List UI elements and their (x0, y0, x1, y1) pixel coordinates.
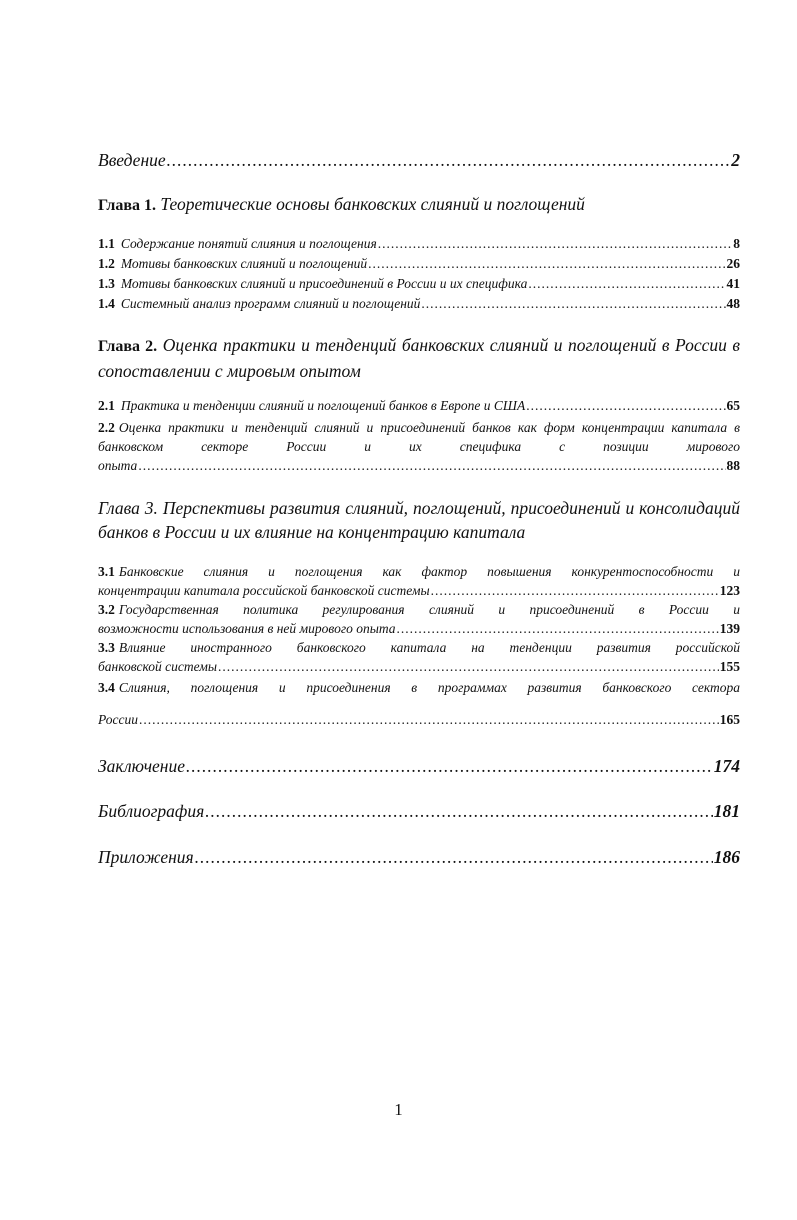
toc-leader-dots (167, 150, 731, 171)
toc-leader-dots (397, 619, 719, 638)
chapter3-heading (98, 496, 740, 544)
item-page: 8 (733, 236, 740, 251)
toc-leader-dots (218, 657, 719, 676)
toc-leader-dots (528, 276, 725, 292)
item-number: 1.4 (98, 296, 115, 311)
item-title-cont: России (98, 712, 138, 727)
item-number: 3.4 (98, 680, 115, 695)
item-title: Оценка практики и тенденций слияний и присоединений банков как форм концентрации капитала в банковском секторе России и их специфика с позиции мирового (98, 420, 740, 454)
toc-appendices-title: Приложения (98, 847, 194, 867)
item-page: 155 (719, 659, 740, 674)
page-number: 1 (394, 1100, 403, 1119)
item-number: 2.1 (98, 398, 115, 413)
toc-item-2-1[interactable] (98, 398, 740, 414)
item-page: 48 (726, 296, 740, 311)
chapter1-heading (98, 192, 740, 218)
item-page: 41 (726, 276, 740, 291)
item-number: 3.2 (98, 602, 115, 617)
item-page: 26 (726, 256, 740, 271)
chapter1-label: Глава 1. (98, 197, 156, 214)
item-number: 3.1 (98, 564, 115, 579)
toc-leader-dots (205, 801, 713, 822)
toc-bibliography[interactable] (98, 801, 740, 822)
toc-item-3-2[interactable] (98, 600, 740, 638)
toc-leader-dots (526, 398, 725, 414)
toc-leader-dots (138, 456, 725, 475)
toc-intro-page: 2 (731, 150, 740, 170)
toc-item-3-3[interactable] (98, 638, 740, 676)
toc-item-1-2[interactable] (98, 256, 740, 272)
item-title-cont: опыта (98, 458, 138, 473)
item-title: Мотивы банковских слияний и поглощений (120, 256, 368, 271)
toc-conclusion[interactable] (98, 756, 740, 777)
toc-bibliography-page: 181 (713, 801, 740, 821)
toc-item-1-4[interactable] (98, 296, 740, 312)
toc-intro[interactable] (98, 150, 740, 171)
toc-leader-dots (195, 847, 713, 868)
toc-item-2-2[interactable] (98, 418, 740, 475)
item-page: 123 (719, 583, 740, 598)
item-page: 165 (719, 712, 740, 727)
item-title: Государственная политика регулирования слияний и присоединений в России и (118, 602, 740, 617)
chapter2-heading (98, 333, 740, 383)
item-number: 1.3 (98, 276, 115, 291)
item-page: 88 (726, 458, 740, 473)
item-title: Влияние иностранного банковского капитала на тенденции развития российской (118, 640, 740, 655)
toc-appendices[interactable] (98, 847, 740, 868)
toc-leader-dots (186, 756, 713, 777)
item-number: 1.2 (98, 256, 115, 271)
item-page: 65 (726, 398, 740, 413)
toc-item-1-3[interactable] (98, 276, 740, 292)
item-title-cont: банковской системы (98, 659, 218, 674)
chapter2-label: Глава 2. (98, 338, 158, 355)
toc-item-3-4[interactable] (98, 678, 740, 729)
item-number: 1.1 (98, 236, 115, 251)
toc-intro-title: Введение (98, 150, 166, 170)
item-page: 139 (719, 621, 740, 636)
chapter2-title: Оценка практики и тенденций банковских слияний и поглощений в России в сопоставлении с мировым опытом (98, 335, 741, 381)
toc-item-3-1[interactable] (98, 562, 740, 600)
item-title: Практика и тенденции слияний и поглощений банков в Европе и США (120, 398, 526, 413)
toc-conclusion-page: 174 (713, 756, 740, 776)
item-title-cont: концентрации капитала российской банковской системы (98, 583, 430, 598)
item-title: Содержание понятий слияния и поглощения (120, 236, 377, 251)
toc-conclusion-title: Заключение (98, 756, 186, 776)
toc-leader-dots (421, 296, 725, 312)
item-number: 3.3 (98, 640, 115, 655)
item-title: Банковские слияния и поглощения как фактор повышения конкурентоспособности и (118, 564, 740, 579)
toc-leader-dots (139, 710, 719, 729)
item-number: 2.2 (98, 420, 115, 435)
item-title-cont: возможности использования в ней мирового опыта (98, 621, 396, 636)
chapter1-title: Теоретические основы банковских слияний и поглощений (160, 194, 585, 214)
toc-leader-dots (368, 256, 725, 272)
chapter3-title: Глава 3. Перспективы развития слияний, поглощений, присоединений и консолидаций банков в России и их влияние на концентрацию капитала (98, 498, 740, 542)
item-title: Мотивы банковских слияний и присоединений в России и их специфика (120, 276, 528, 291)
toc-bibliography-title: Библиография (98, 801, 205, 821)
toc-appendices-page: 186 (713, 847, 740, 867)
toc-leader-dots (378, 236, 733, 252)
toc-item-1-1[interactable] (98, 236, 740, 252)
item-title: Системный анализ программ слияний и поглощений (120, 296, 421, 311)
item-title: Слияния, поглощения и присоединения в программах развития банковского сектора (118, 680, 740, 695)
toc-leader-dots (431, 581, 719, 600)
